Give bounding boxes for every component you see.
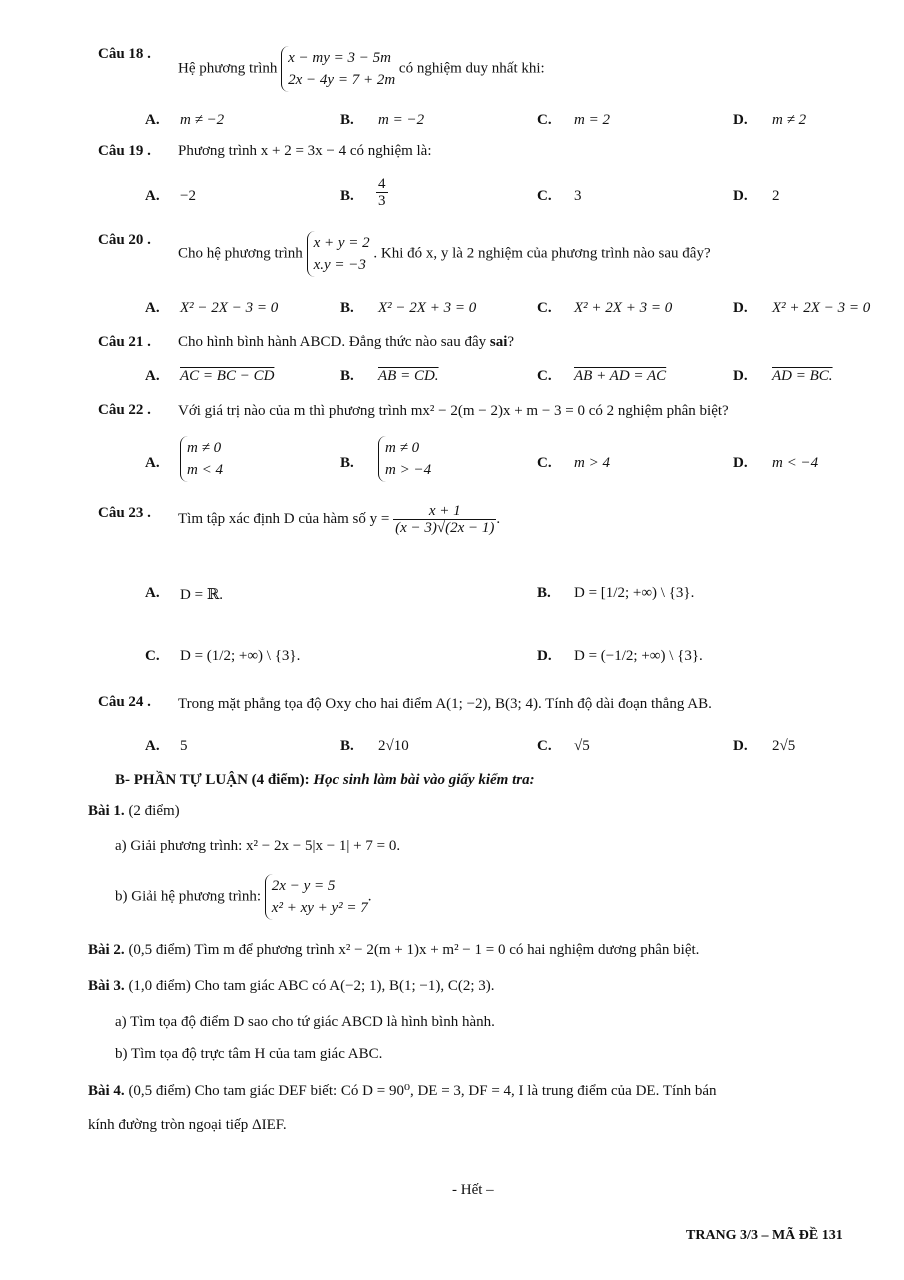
equation-system	[265, 874, 368, 920]
exercise-part-a: a) Giải phương trình: x² − 2x − 5|x − 1| + 7 = 0.	[115, 838, 401, 854]
fraction-numerator: 4	[378, 176, 386, 192]
exercise-number: Bài 3.	[88, 978, 125, 994]
option-a: m ≠ −2	[180, 112, 225, 128]
question-number: Câu 19 .	[98, 143, 151, 159]
option-c: √5	[574, 738, 590, 754]
function-fraction	[393, 503, 496, 536]
stem-tail: . Khi đó x, y là 2 nghiệm của phương trình nào sau đây?	[373, 245, 711, 262]
stem-text: Hệ phương trình	[178, 60, 278, 77]
option-label-c: C.	[537, 188, 552, 204]
option-label-c: C.	[537, 112, 552, 128]
part-end: .	[367, 888, 372, 905]
question-stem	[178, 334, 514, 351]
equation-line: 2x − 4y = 7 + 2m	[288, 72, 396, 88]
option-label-d: D.	[537, 648, 552, 664]
option-label-c: C.	[145, 648, 160, 664]
option-label-c: C.	[537, 738, 552, 754]
equation-line: x² + xy + y² = 7	[271, 900, 368, 916]
equation-line: m ≠ 0	[187, 440, 222, 456]
exercise-text: (0,5 điểm) Cho tam giác DEF biết: Có D = 90⁰, DE = 3, DF = 4, I là trung điểm của DE. Tính bán	[128, 1083, 717, 1099]
option-d: 2√5	[772, 738, 796, 754]
option-a: X² − 2X − 3 = 0	[180, 300, 279, 316]
question-number: Câu 20 .	[98, 232, 151, 248]
question-number: Câu 24 .	[98, 694, 151, 710]
equation-system	[180, 436, 223, 482]
exercise-2	[88, 942, 699, 959]
question-stem: Phương trình x + 2 = 3x − 4 có nghiệm là:	[178, 143, 432, 159]
option-label-d: D.	[733, 455, 748, 471]
option-d: m ≠ 2	[772, 112, 807, 128]
option-label-c: C.	[537, 300, 552, 316]
option-label-a: A.	[145, 300, 160, 316]
option-label-d: D.	[733, 188, 748, 204]
option-a	[180, 436, 223, 482]
exercise-heading	[88, 803, 180, 820]
option-d: AD = BC.	[772, 368, 833, 384]
option-label-c: C.	[537, 368, 552, 384]
question-stem: Với giá trị nào của m thì phương trình mx² − 2(m − 2)x + m − 3 = 0 có 2 nghiệm phân biệt?	[178, 403, 729, 419]
option-c: m > 4	[574, 455, 610, 471]
option-label-b: B.	[537, 585, 551, 601]
option-label-c: C.	[537, 455, 552, 471]
option-label-b: B.	[340, 455, 354, 471]
option-label-a: A.	[145, 188, 160, 204]
section-title: B- PHẦN TỰ LUẬN (4 điểm):	[115, 772, 310, 788]
option-d: m < −4	[772, 455, 819, 471]
option-label-d: D.	[733, 112, 748, 128]
exercise-4	[88, 1081, 717, 1100]
question-stem	[178, 231, 711, 277]
exercise-part-a: a) Tìm tọa độ điểm D sao cho tứ giác ABCD là hình bình hành.	[115, 1014, 495, 1030]
exercise-part-b: b) Tìm tọa độ trực tâm H của tam giác ABC.	[115, 1046, 383, 1062]
exercise-number: Bài 2.	[88, 942, 125, 958]
option-a: D = ℝ.	[180, 587, 224, 603]
equation-system	[307, 231, 370, 277]
option-a: 5	[180, 738, 188, 754]
option-label-d: D.	[733, 300, 748, 316]
option-label-a: A.	[145, 585, 160, 601]
option-b	[378, 436, 431, 482]
option-b: D = [1/2; +∞) \ {3}.	[574, 585, 695, 601]
stem-text: Tìm tập xác định D của hàm số y =	[178, 511, 390, 527]
option-a: AC = BC − CD	[180, 368, 275, 384]
exercise-3	[88, 978, 494, 995]
option-c: D = (1/2; +∞) \ {3}.	[180, 648, 301, 664]
question-stem: Trong mặt phẳng tọa độ Oxy cho hai điểm A(1; −2), B(3; 4). Tính độ dài đoạn thẳng AB.	[178, 696, 712, 712]
question-number: Câu 21 .	[98, 334, 151, 350]
equation-line: 2x − y = 5	[271, 878, 336, 894]
option-a: −2	[180, 188, 196, 204]
stem-tail: có nghiệm duy nhất khi:	[398, 60, 545, 77]
stem-end: .	[496, 511, 501, 527]
section-heading	[115, 772, 535, 789]
question-stem	[178, 503, 500, 536]
option-d: D = (−1/2; +∞) \ {3}.	[574, 648, 703, 664]
option-c: AB + AD = AC	[574, 368, 667, 384]
option-label-d: D.	[733, 368, 748, 384]
option-label-a: A.	[145, 455, 160, 471]
exercise-text: (0,5 điểm) Tìm m để phương trình x² − 2(m + 1)x + m² − 1 = 0 có hai nghiệm dương phân biệt.	[128, 942, 700, 958]
equation-line: m ≠ 0	[385, 440, 420, 456]
equation-line: x − my = 3 − 5m	[288, 50, 391, 66]
stem-bold: sai	[489, 334, 508, 350]
option-d: 2	[772, 188, 780, 204]
option-label-b: B.	[340, 300, 354, 316]
equation-system	[281, 46, 395, 92]
option-c: X² + 2X + 3 = 0	[574, 300, 673, 316]
option-b: 2√10	[378, 738, 409, 754]
fraction-denominator: (x − 3)√(2x − 1)	[395, 520, 495, 536]
option-label-b: B.	[340, 368, 354, 384]
equation-line: m < 4	[187, 462, 223, 478]
exercise-number: Bài 1.	[88, 803, 125, 819]
exercise-part-b	[115, 874, 372, 920]
question-number: Câu 22 .	[98, 402, 151, 418]
option-label-a: A.	[145, 368, 160, 384]
section-subtitle: Học sinh làm bài vào giấy kiểm tra:	[313, 772, 535, 788]
option-c: 3	[574, 188, 582, 204]
exercise-text: (1,0 điểm) Cho tam giác ABC có A(−2; 1), B(1; −1), C(2; 3).	[128, 978, 495, 994]
option-b: X² − 2X + 3 = 0	[378, 300, 477, 316]
option-b	[376, 176, 388, 209]
equation-line: m > −4	[385, 462, 432, 478]
fraction-denominator: 3	[378, 193, 386, 209]
stem-text: Cho hình bình hành ABCD. Đẳng thức nào sau đây	[178, 334, 487, 350]
option-b: AB = CD.	[378, 368, 439, 384]
exercise-points: (2 điểm)	[128, 803, 180, 819]
option-d: X² + 2X − 3 = 0	[772, 300, 871, 316]
exercise-number: Bài 4.	[88, 1083, 125, 1099]
option-b: m = −2	[378, 112, 425, 128]
stem-text: Cho hệ phương trình	[178, 245, 303, 262]
part-text: b) Giải hệ phương trình:	[115, 888, 262, 905]
option-label-b: B.	[340, 112, 354, 128]
equation-system	[378, 436, 431, 482]
equation-line: x.y = −3	[313, 257, 366, 273]
exercise-text-continued: kính đường tròn ngoại tiếp ΔIEF.	[88, 1117, 287, 1133]
fraction-numerator: x + 1	[393, 503, 496, 520]
option-label-d: D.	[733, 738, 748, 754]
option-c: m = 2	[574, 112, 610, 128]
page-footer: TRANG 3/3 – MÃ ĐỀ 131	[686, 1228, 843, 1243]
question-stem	[178, 46, 545, 92]
option-label-a: A.	[145, 738, 160, 754]
equation-line: x + y = 2	[313, 235, 370, 251]
end-mark: - Hết –	[452, 1182, 494, 1198]
question-number: Câu 18 .	[98, 46, 151, 62]
option-label-a: A.	[145, 112, 160, 128]
option-label-b: B.	[340, 738, 354, 754]
stem-end: ?	[507, 334, 515, 350]
question-number: Câu 23 .	[98, 505, 151, 521]
option-label-b: B.	[340, 188, 354, 204]
